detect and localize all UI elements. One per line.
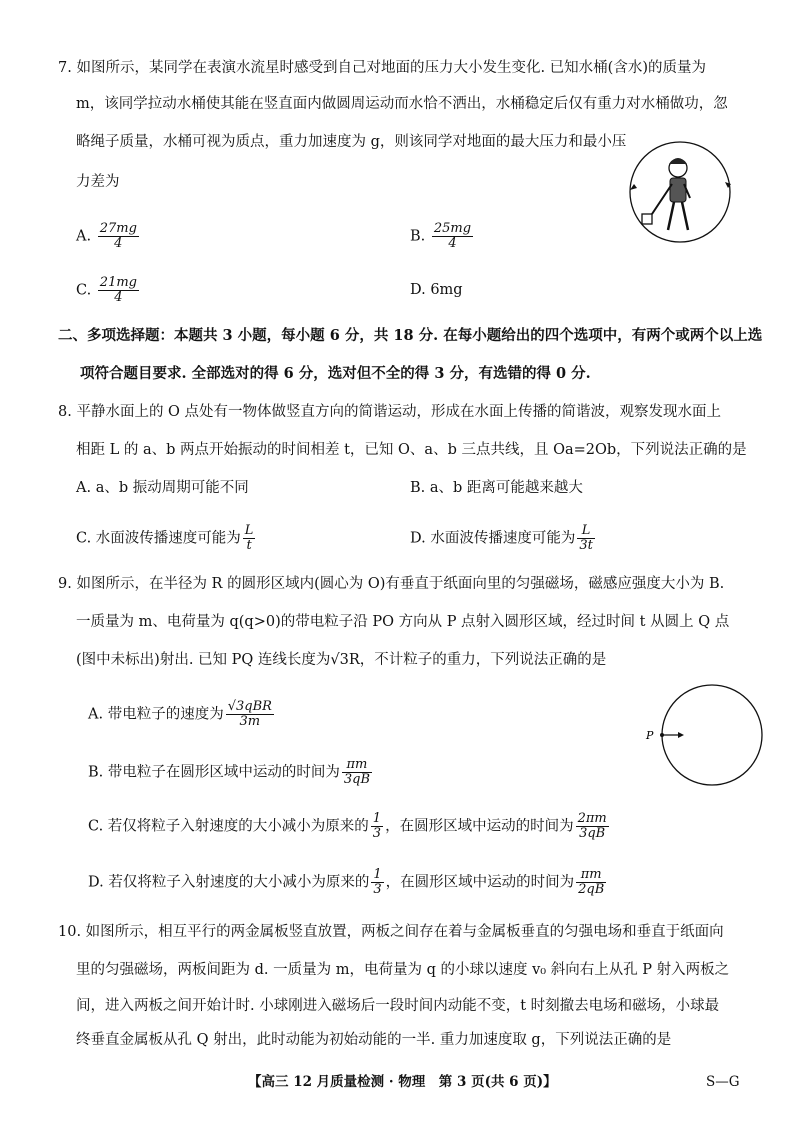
q7-option-c — [76, 276, 141, 305]
fraction-numerator: 2πm — [577, 811, 607, 826]
fraction-denominator: 2qB — [578, 882, 605, 897]
q9-option-b-fraction — [342, 758, 372, 787]
q7-option-a-label: A. — [76, 228, 92, 245]
q10-line-3: 间，进入两板之间开始计时. 小球刚进入磁场后一段时间内动能不变，t 时刻撤去电场和磁场，小球最 — [76, 998, 720, 1014]
q8-option-a: A. a、b 振动周期可能不同 — [76, 480, 249, 496]
q9-option-d-text: D. 若仅将粒子入射速度的大小减小为原来的 — [88, 874, 370, 891]
q9-option-c-fraction-2 — [576, 812, 609, 841]
fraction-numerator: L — [577, 524, 595, 539]
q8-line-1: 8. 平静水面上的 O 点处有一物体做竖直方向的简谐运动，形成在水面上传播的简谐波，观察发现水面上 — [58, 404, 722, 420]
fraction-numerator: 25mg — [433, 221, 472, 236]
person-leg — [682, 202, 688, 230]
q9-option-c-text-2: ，在圆形区域中运动的时间为 — [385, 818, 574, 835]
q7-line-2: m，该同学拉动水桶使其能在竖直面内做圆周运动而水恰不洒出，水桶稳定后仅有重力对水桶做功，忽 — [76, 96, 728, 112]
fraction-denominator: 3m — [239, 714, 261, 729]
q8-option-d-fraction — [577, 524, 595, 553]
fraction-denominator: 4 — [114, 236, 123, 251]
q7-line-1: 7. 如图所示，某同学在表演水流星时感受到自己对地面的压力大小发生变化. 已知水桶(含水)的质量为 — [58, 60, 706, 76]
q9-option-a-text: A. 带电粒子的速度为 — [88, 706, 224, 723]
q8-option-c-fraction — [243, 524, 256, 553]
fraction-denominator: 3t — [579, 538, 593, 553]
q7-option-b — [410, 222, 475, 251]
bucket-icon — [642, 214, 652, 224]
fraction-denominator: 4 — [114, 290, 123, 305]
q7-option-a-fraction — [98, 222, 139, 251]
section-2-heading-line-1: 二、多项选择题：本题共 3 小题，每小题 6 分，共 18 分. 在每小题给出的四个选项中，有两个或两个以上选 — [58, 327, 763, 344]
q9-option-b — [88, 758, 374, 787]
q9-option-d — [88, 868, 608, 897]
q9-option-d-fraction-1 — [371, 868, 383, 897]
person-leg — [668, 202, 674, 230]
q9-option-c-fraction-1 — [371, 812, 383, 841]
q9-option-d-fraction-2 — [576, 868, 606, 897]
arrow-right-icon — [678, 732, 684, 738]
q10-line-2: 里的匀强磁场，两板间距为 d. 一质量为 m，电荷量为 q 的小球以速度 v₀ 斜向右上从孔 P 射入两板之 — [76, 962, 730, 978]
q7-option-c-fraction — [98, 276, 139, 305]
fraction-numerator: 21mg — [99, 275, 137, 290]
q8-option-b: B. a、b 距离可能越来越大 — [410, 480, 583, 496]
q9-option-a-fraction — [226, 700, 274, 729]
fraction-numerator: 1 — [372, 811, 382, 826]
fraction-denominator: 3 — [372, 826, 382, 841]
fraction-numerator: L — [244, 523, 254, 538]
fraction-numerator: πm — [576, 868, 606, 883]
fraction-numerator: 27mg — [99, 221, 137, 236]
fraction-denominator: 3 — [373, 882, 382, 897]
q7-line-4: 力差为 — [76, 174, 120, 190]
fraction-denominator: 3qB — [579, 826, 606, 841]
point-p-label: P — [646, 729, 654, 742]
q10-line-4: 终垂直金属板从孔 Q 射出，此时动能为初始动能的一半. 重力加速度取 g，下列说法正确的是 — [76, 1032, 672, 1048]
q7-option-c-label: C. — [76, 282, 92, 299]
fraction-numerator: πm — [342, 758, 372, 773]
q7-option-b-fraction — [432, 222, 473, 251]
q9-line-3: (图中未标出)射出. 已知 PQ 连线长度为√3R，不计粒子的重力，下列说法正确的是 — [76, 652, 607, 668]
person-hair — [669, 158, 687, 164]
fraction-denominator: t — [246, 538, 252, 553]
q9-option-b-text: B. 带电粒子在圆形区域中运动的时间为 — [88, 764, 340, 781]
q8-option-d-text: D. 水面波传播速度可能为 — [410, 530, 576, 547]
fraction-numerator: √3qBR — [227, 699, 272, 714]
fraction-denominator: 4 — [448, 236, 457, 251]
q8-line-2: 相距 L 的 a、b 两点开始振动的时间相差 t，已知 O、a、b 三点共线，且 Oa=2Ob，下列说法正确的是 — [76, 442, 747, 458]
q7-option-a — [76, 222, 141, 251]
section-2-heading-line-2: 项符合题目要求. 全部选对的得 6 分，选对但不全的得 3 分，有选错的得 0 分. — [80, 365, 591, 382]
q9-option-c — [88, 812, 611, 841]
paper-code: S—G — [706, 1074, 740, 1090]
q9-line-1: 9. 如图所示，在半径为 R 的圆形区域内(圆心为 O)有垂直于纸面向里的匀强磁场，磁感应强度大小为 B. — [58, 576, 725, 592]
q9-option-d-text-2: ，在圆形区域中运动的时间为 — [385, 874, 575, 891]
magnetic-field-circle-figure — [640, 684, 780, 794]
page-footer: 【高三 12 月质量检测 · 物理 第 3 页(共 6 页)】 — [248, 1074, 557, 1090]
person-body — [670, 178, 686, 202]
q8-option-c-text: C. 水面波传播速度可能为 — [76, 530, 241, 547]
fraction-denominator: 3qB — [343, 772, 371, 787]
fraction-numerator: 1 — [373, 867, 382, 882]
person-arm — [652, 184, 672, 214]
q7-option-d: D. 6mg — [410, 282, 463, 298]
q7-line-3: 略绳子质量，水桶可视为质点，重力加速度为 g，则该同学对地面的最大压力和最小压 — [76, 134, 627, 150]
water-meteor-figure — [628, 138, 738, 246]
q10-line-1: 10. 如图所示，相互平行的两金属板竖直放置，两板之间存在着与金属板垂直的匀强电场和垂直于纸面向 — [58, 924, 724, 940]
q9-line-2: 一质量为 m、电荷量为 q(q>0)的带电粒子沿 PO 方向从 P 点射入圆形区域，经过时间 t 从圆上 Q 点 — [76, 614, 730, 630]
q8-option-c — [76, 524, 257, 553]
q9-option-c-text: C. 若仅将粒子入射速度的大小减小为原来的 — [88, 818, 369, 835]
q9-option-a — [88, 700, 276, 729]
q7-option-b-label: B. — [410, 228, 426, 245]
q8-option-d — [410, 524, 597, 553]
